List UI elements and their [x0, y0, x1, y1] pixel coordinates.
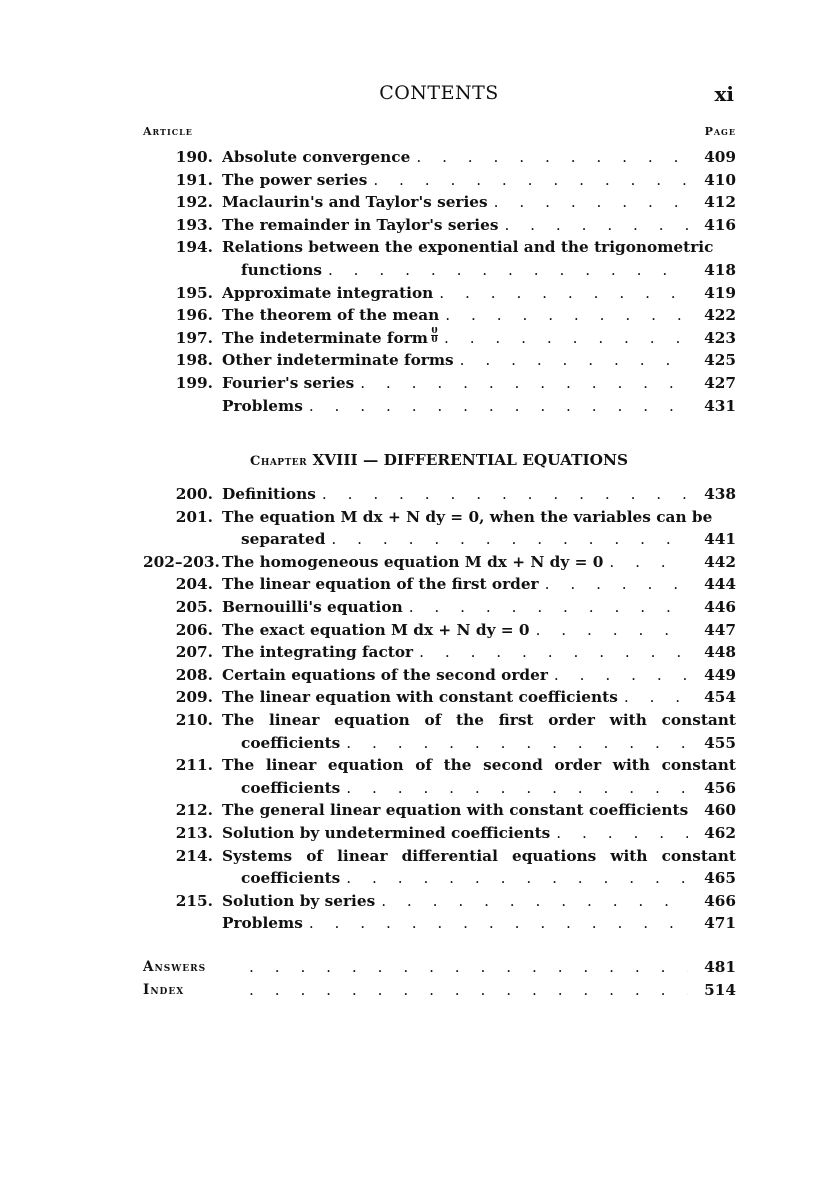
- toc-entry: [143, 890, 736, 913]
- entry-title: Fourier's series: [222, 373, 355, 392]
- dot-leader: [413, 641, 688, 664]
- dot-leader: [539, 573, 688, 596]
- entry-title-continued: separated: [241, 530, 326, 549]
- entry-title: Certain equations of the second order: [222, 665, 548, 684]
- entry-number: 207.: [175, 643, 213, 662]
- toc-entry: [143, 506, 736, 529]
- toc-entry-continuation: [143, 259, 736, 282]
- entry-page: 465: [704, 869, 736, 888]
- toc-entry: [143, 146, 736, 169]
- entry-title: Solution by undetermined coefficients: [222, 823, 551, 842]
- entry-title-continued: functions: [241, 260, 322, 279]
- entry-page: 446: [704, 597, 736, 616]
- entry-title: The exact equation M dx + N dy = 0: [222, 620, 530, 639]
- toc-entry-continuation: [143, 777, 736, 800]
- toc-entry: [143, 349, 736, 372]
- entry-number: 192.: [175, 193, 213, 212]
- toc-entry-continuation: [143, 528, 736, 551]
- dot-leader: [530, 619, 688, 642]
- entry-number: 197.: [175, 328, 213, 347]
- toc-entry: [143, 845, 736, 868]
- entry-number: 215.: [175, 891, 213, 910]
- toc-entry: [143, 641, 736, 664]
- dot-leader: [325, 528, 688, 551]
- entry-page: 449: [704, 665, 736, 684]
- entry-number: 213.: [175, 823, 213, 842]
- chapter-label: Chapter: [249, 454, 308, 469]
- back-matter-entry: [143, 979, 736, 1002]
- entry-page: 455: [704, 733, 736, 752]
- entry-page: 423: [704, 328, 736, 347]
- entry-number: 208.: [175, 665, 213, 684]
- back-matter: [143, 956, 736, 1001]
- entry-page: 462: [704, 823, 736, 842]
- toc-entry: [143, 483, 736, 506]
- dot-leader: [303, 912, 688, 935]
- toc-entry: [143, 214, 736, 237]
- fraction-denominator: 0: [431, 334, 438, 345]
- entry-number: 193.: [175, 215, 213, 234]
- dot-leader: [410, 146, 688, 169]
- entry-title: Problems: [222, 914, 303, 933]
- entry-number: 209.: [175, 688, 213, 707]
- toc-entry: [143, 551, 736, 574]
- entry-page: 412: [704, 193, 736, 212]
- entry-page: 441: [704, 530, 736, 549]
- entry-title: Bernouilli's equation: [222, 597, 403, 616]
- entry-title: The linear equation of the second order with constant: [222, 756, 736, 775]
- entry-number: 195.: [175, 283, 213, 302]
- toc-entry: [143, 912, 736, 935]
- column-headings: [143, 125, 736, 141]
- entry-title: Solution by series: [222, 891, 376, 910]
- toc-entry: [143, 822, 736, 845]
- dot-leader: [488, 191, 688, 214]
- page-numeral: xi: [714, 82, 734, 106]
- toc-entry: [143, 169, 736, 192]
- chapter-title: XVIII — DIFFERENTIAL EQUATIONS: [312, 451, 629, 469]
- dot-leader: [243, 956, 688, 979]
- back-matter-label: Answers: [143, 959, 207, 975]
- entry-page: 454: [704, 688, 736, 707]
- toc-entry: [143, 282, 736, 305]
- entry-title-continued: coefficients: [241, 733, 341, 752]
- dot-leader: [340, 867, 688, 890]
- entry-page: 431: [704, 396, 736, 415]
- zero-over-zero-fraction: [431, 327, 438, 350]
- entry-page: 442: [704, 552, 736, 571]
- entry-title: The remainder in Taylor's series: [222, 215, 499, 234]
- entry-number: 201.: [175, 507, 213, 526]
- entry-number: 200.: [175, 485, 213, 503]
- entry-title: The linear equation with constant coefficients: [222, 688, 618, 707]
- chapter-heading: [140, 451, 738, 469]
- fraction-numerator: 0: [431, 326, 438, 336]
- dot-leader: [438, 327, 688, 350]
- entry-title: Problems: [222, 396, 303, 415]
- dot-leader: [340, 732, 688, 755]
- entry-title: Approximate integration: [222, 283, 434, 302]
- dot-leader: [322, 259, 688, 282]
- entry-page: 422: [704, 306, 736, 325]
- entry-page: 427: [704, 373, 736, 392]
- entry-page: 425: [704, 351, 736, 370]
- dot-leader: [454, 349, 688, 372]
- toc-entry-continuation: [143, 732, 736, 755]
- entry-number: 196.: [175, 306, 213, 325]
- page-column-heading: Page: [704, 125, 736, 138]
- toc-entry: [143, 619, 736, 642]
- entry-number: 199.: [175, 373, 213, 392]
- entry-number: 214.: [175, 846, 213, 865]
- entry-title: The theorem of the mean: [222, 306, 440, 325]
- dot-leader: [439, 304, 688, 327]
- dot-leader: [618, 686, 688, 709]
- entry-title: The integrating factor: [222, 643, 414, 662]
- toc-entry: [143, 709, 736, 732]
- dot-leader: [548, 664, 688, 687]
- entry-title: Absolute convergence: [222, 148, 411, 166]
- toc-entry: [143, 395, 736, 418]
- entry-title: The linear equation of the first order with constant: [222, 710, 736, 729]
- entry-number: 206.: [175, 620, 213, 639]
- entry-page: 466: [704, 891, 736, 910]
- entry-title-continued: coefficients: [241, 869, 341, 888]
- back-matter-label: Index: [143, 981, 185, 998]
- entry-title: The linear equation of the first order: [222, 575, 539, 594]
- entry-page: 438: [704, 485, 736, 503]
- back-matter-entry: [143, 956, 736, 979]
- dot-leader: [367, 169, 688, 192]
- toc-entry-continuation: [143, 867, 736, 890]
- page-title: CONTENTS: [379, 82, 499, 104]
- entry-number: 194.: [175, 238, 213, 257]
- entry-number: 198.: [175, 351, 213, 370]
- dot-leader: [354, 372, 688, 395]
- toc-entry: [143, 799, 736, 822]
- entry-title: Definitions: [222, 485, 316, 503]
- entry-page: 444: [704, 575, 736, 594]
- entry-page: 448: [704, 643, 736, 662]
- toc-entry: [143, 191, 736, 214]
- entry-page: 456: [704, 778, 736, 797]
- entry-page: 460: [704, 801, 736, 820]
- toc-entry: [143, 236, 736, 259]
- entry-title: The general linear equation with constant coefficients: [222, 801, 688, 820]
- entry-number: 204.: [175, 575, 213, 594]
- entry-page: 409: [704, 148, 736, 166]
- dot-leader: [375, 890, 688, 913]
- entry-title: The equation M dx + N dy = 0, when the variables can be: [222, 507, 713, 526]
- toc-entry: [143, 686, 736, 709]
- entry-page: 514: [704, 980, 736, 999]
- entry-title: Systems of linear differential equations with constant: [222, 846, 736, 865]
- dot-leader: [316, 483, 688, 506]
- entry-number: 202–203.: [143, 552, 220, 571]
- entry-number: 211.: [175, 756, 213, 775]
- entry-title: The indeterminate form: [222, 328, 428, 347]
- entry-title: Other indeterminate forms: [222, 351, 454, 370]
- page-header: [140, 82, 738, 110]
- toc-entry: [143, 664, 736, 687]
- entry-number: 212.: [175, 801, 213, 820]
- entry-number: 190.: [175, 148, 213, 166]
- entry-page: 418: [704, 260, 736, 279]
- dot-leader: [340, 777, 688, 800]
- entry-page: 447: [704, 620, 736, 639]
- dot-leader: [243, 979, 688, 1002]
- entry-number: 205.: [175, 597, 213, 616]
- article-column-heading: Article: [143, 125, 193, 138]
- entry-title-continued: coefficients: [241, 778, 341, 797]
- entry-page: 416: [704, 215, 736, 234]
- entry-page: 410: [704, 170, 736, 189]
- entry-number: 210.: [175, 710, 213, 729]
- entry-number: 191.: [175, 170, 213, 189]
- entry-title: Maclaurin's and Taylor's series: [222, 193, 488, 212]
- toc-entry: [143, 596, 736, 619]
- dot-leader: [403, 596, 688, 619]
- toc-entry: [143, 372, 736, 395]
- toc-entry: [143, 754, 736, 777]
- dot-leader: [498, 214, 688, 237]
- entry-page: 471: [704, 914, 736, 933]
- toc-section-series: [143, 146, 736, 417]
- toc-section-differential-equations: [143, 483, 736, 935]
- dot-leader: [550, 822, 688, 845]
- dot-leader: [603, 551, 688, 574]
- toc-entry: [143, 304, 736, 327]
- entry-title: The power series: [222, 170, 368, 189]
- entry-page: 419: [704, 283, 736, 302]
- dot-leader: [433, 282, 688, 305]
- toc-entry: [143, 573, 736, 596]
- entry-title: The homogeneous equation M dx + N dy = 0: [222, 552, 604, 571]
- dot-leader: [303, 395, 688, 418]
- entry-title: Relations between the exponential and the trigonometric: [222, 238, 714, 257]
- toc-entry: [143, 327, 736, 350]
- entry-page: 481: [704, 958, 736, 976]
